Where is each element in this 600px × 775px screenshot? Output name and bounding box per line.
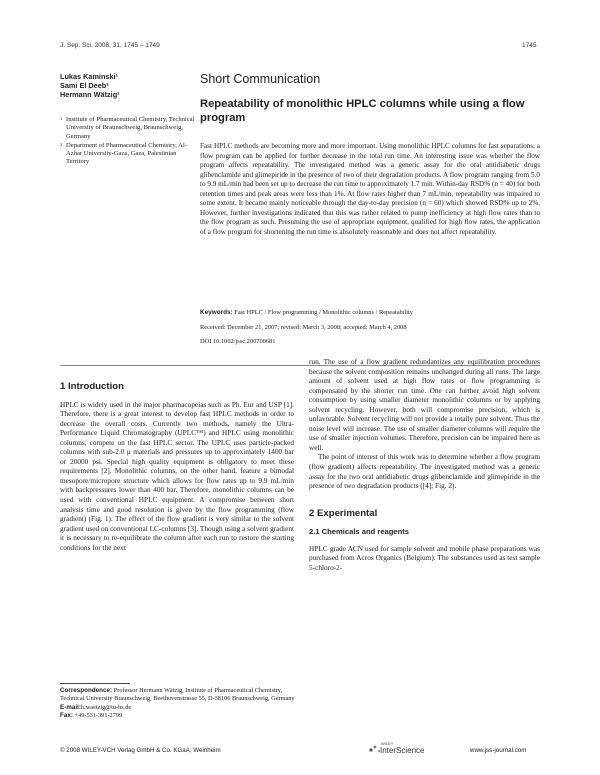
correspondence-text: Professor Hermann Wätzig, Institute of Pharmaceutical Chemistry, Technical University Braunschweig, Beethovenstrasse 55, D-38106 Braunschweig, Germany [60,687,295,703]
section-heading: 1 Introduction [60,381,124,392]
affiliation-text: Institute of Pharmaceutical Chemistry, Technical University of Braunschweig, Braunschweig, Germany [66,116,195,140]
author-name: Hermann Wätzig¹ [60,90,120,99]
interscience-logo-icon [366,738,428,758]
page-number: 1745 [522,42,537,49]
affiliations [60,116,195,168]
received-dates: Received: December 21, 2007; revised: March 3, 2008; accepted: March 4, 2008 [200,324,407,331]
logo-text: InterScience [380,746,425,755]
author-list [60,72,190,99]
keywords [200,309,550,316]
paragraph: The point of interest of this work was to determine whether a flow program (flow gradient) affects repeatability. The investigated method was a generic assay for the two oral antidiabetic drugs glibenclamide and glimepiride in the presence of two degradation products ([4]; Fig. 2). [309,452,540,491]
author-name: Lukas Kaminski¹ [60,72,118,81]
fax-label: Fax: [60,712,73,720]
affiliation-mark: 1 [60,116,63,121]
email-link[interactable]: h.waetzig@tu-bs.de [81,703,132,711]
logo-small-text: WILEY [381,741,394,746]
right-column [309,357,540,572]
paragraph: HPLC grade ACN used for sample solvent and mobile phase preparations was purchased from Acros Organics (Belgium). The substances used as test sample 5-chloro-2- [309,543,540,572]
copyright: © 2008 WILEY-VCH Verlag GmbH & Co. KGaA, Weinheim [60,747,221,754]
interscience-logo [366,738,428,763]
keywords-text: Fast HPLC / Flow programming / Monolithic columns / Repeatability [234,309,414,316]
journal-url[interactable]: www.jss-journal.com [470,747,527,754]
email-label: E-mail: [60,703,81,711]
author-name: Sami El Deeb² [60,81,109,90]
footnote-rule [60,683,130,684]
abstract: Fast HPLC methods are becoming more and more important. Using monolithic HPLC columns for fast separations, a flow program can be applied for further decrease in the total run time. An interesting issue was whether the flow program affects repeatability. The investigated method was a generic assay for the oral antidiabetic drugs glibenclamide and glimepiride in the presence of two of their degradation products. A flow program ranging from 5.0 to 9.9 mL/min had been set up to decrease the run time to approximately 1.7 min. Within-day RSD% (n = 40) for both retention times and peak areas were less than 1%. At flow rates higher than 7 mL/min, repeatability was impaired to some extent. It became mainly noticeable through the day-to-day precision (n = 60) which showed RSD% up to 2%. However, further investigations indicated that this was rather related to pump inefficiency at high flow rates than to the flow program as such. Presuming the use of appropriate equipment, qualified for high flow rates, the application of a flow program for shortening the run time is absolutely reasonable and does not affect repeatability. [200,142,540,236]
journal-reference: J. Sep. Sci. 2008, 31, 1745 – 1749 [60,42,160,49]
subsection-heading: 2.1 Chemicals and reagents [309,527,410,537]
correspondence-label: Correspondence: [60,687,113,694]
article-title: Repeatability of monolithic HPLC columns while using a flow program [200,98,525,124]
section-heading: 2 Experimental [309,507,378,519]
keywords-label: Keywords: [200,309,233,316]
article-type: Short Communication [200,72,321,86]
paragraph: HPLC is widely used in the major pharmacopeias such as Ph. Eur and USP [1]. Therefore, there is a great interest to develop fast HPLC methods in order to decrease the overall costs. Currently two methods, namely the Ultra-Performance Liquid Chromatography (UPLC™) and HPLC using monolithic columns, compete on the fast HPLC sector. The UPLC uses particle-packed columns with sub-2.0 μ materials and pressures up to approximately 1400 bar or 20000 psi. Special high quality equipment is obligatory to meet these requirements [2]. Monolithic columns, on the other hand, feature a bimodal mesopore/micropore structure which allows for flow rates up to 9.9 mL/min with backpressures lower than 400 bar. Therefore, monolithic columns can be used with conventional HPLC equipment. A compromise between short analysis time and good resolution is given by the flow programming (flow gradient) (Fig. 1). The effect of the flow gradient is very similar to the solvent gradient used on conventional LC-columns [3]. Though using a solvent gradient it is necessary to re-equilibrate the column after each run to restore the starting conditions for the next [60,399,294,552]
affiliation-mark: 2 [60,141,63,147]
paragraph: run. The use of a flow gradient redundantizes any equilibration procedures because the solvent composition remains unchanged during all runs. The large amount of solvent used at high flow rates or flow programming is compensated by the shorter run time. One can further avoid high solvent consumption by using smaller diameter monolithic columns or by applying solvent recycling. However, both will compromise precision, which is unfavorable. Solvent recycling will not provide a totally pure solvent. Thus the noise level will increase. The use of smaller diameter columns will require the use of smaller injection volumes. Therefore, precision can be impaired here as well. [309,357,540,452]
affiliation [60,116,195,141]
affiliation [60,142,195,167]
left-column [60,382,294,552]
correspondence [60,687,295,721]
doi[interactable]: DOI 10.1002/jssc.200700681 [200,338,276,345]
affiliation-text: Department of Pharmaceutical Chemistry, Al-Azhar University-Gaza, Gaza, Palestinian Territory [66,141,187,166]
fax-number: +49-531-391-2799 [74,712,123,720]
